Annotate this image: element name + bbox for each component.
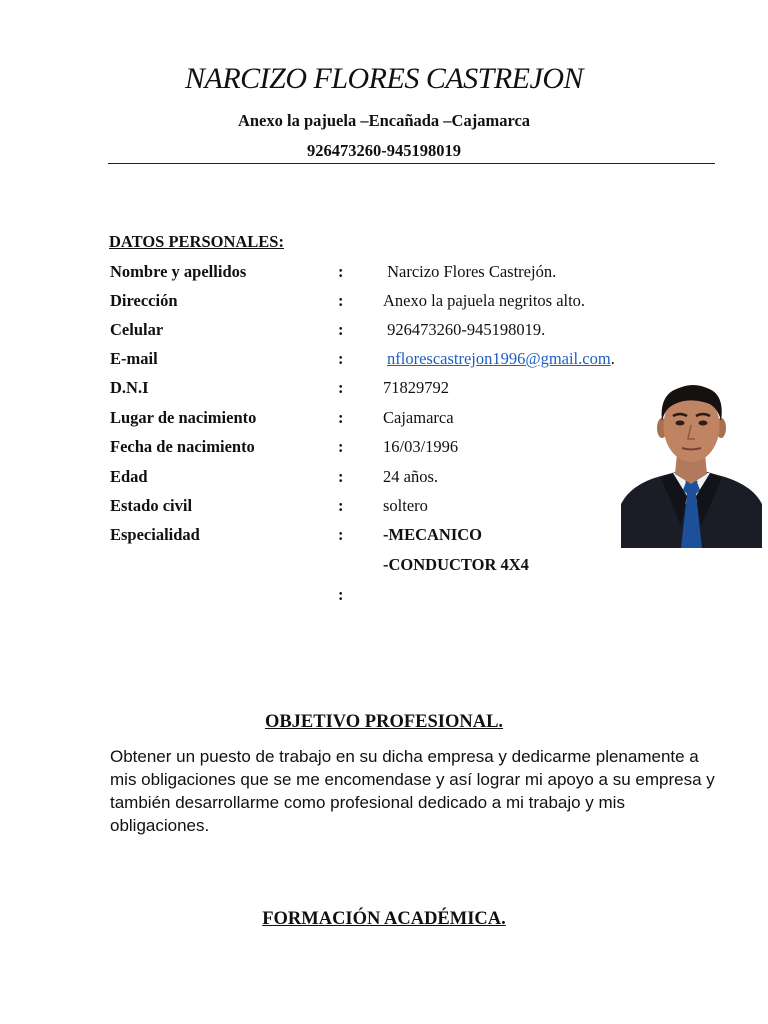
- field-value: -MECANICO: [383, 525, 482, 544]
- header-divider: [108, 163, 715, 164]
- education-title-text: FORMACIÓN ACADÉMICA.: [262, 909, 506, 929]
- email-period: .: [610, 349, 615, 368]
- section-title-education: [0, 909, 768, 930]
- field-label: Especialidad: [110, 525, 200, 544]
- field-colon: :: [338, 378, 344, 397]
- profile-photo-illustration: [621, 376, 762, 548]
- field-value: Anexo la pajuela negritos alto.: [383, 291, 586, 310]
- field-colon: :: [338, 408, 344, 427]
- objective-title-text: OBJETIVO PROFESIONAL.: [264, 712, 504, 732]
- field-colon: :: [338, 320, 344, 339]
- profile-photo: [621, 376, 762, 548]
- field-value: 16/03/1996: [383, 437, 459, 456]
- field-colon: :: [338, 349, 344, 368]
- field-value: soltero: [383, 496, 428, 515]
- field-colon: :: [338, 585, 344, 604]
- field-label: Celular: [110, 320, 164, 339]
- field-colon: :: [338, 437, 344, 456]
- email-link[interactable]: nflorescastrejon1996@gmail.com: [387, 349, 611, 368]
- cv-address: Anexo la pajuela –Encañada –Cajamarca: [237, 111, 531, 130]
- field-colon: :: [338, 525, 344, 544]
- field-colon: :: [338, 291, 344, 310]
- field-label: E-mail: [110, 349, 158, 368]
- field-value: -CONDUCTOR 4X4: [383, 555, 529, 574]
- field-label: D.N.I: [110, 378, 149, 397]
- field-colon: :: [338, 467, 344, 486]
- section-title-objective: [0, 712, 768, 733]
- field-colon: :: [338, 496, 344, 515]
- field-value: 926473260-945198019.: [383, 320, 546, 339]
- field-value: 24 años.: [383, 467, 438, 486]
- field-value: [387, 349, 615, 369]
- field-value: Narcizo Flores Castrejón.: [383, 262, 557, 281]
- field-value: 71829792: [383, 378, 449, 397]
- field-colon: :: [338, 262, 344, 281]
- field-label: Edad: [110, 467, 148, 486]
- section-title-personal: DATOS PERSONALES:: [109, 232, 284, 251]
- field-label: Nombre y apellidos: [110, 262, 247, 281]
- field-label: Lugar de nacimiento: [110, 408, 257, 427]
- field-label: Estado civil: [110, 496, 193, 515]
- objective-paragraph: Obtener un puesto de trabajo en su dicha empresa y dedicarme plenamente a mis obligaciones que se me encomendase y así lograr mi apoyo a su empresa y también desarrollarme como profesional dedicado a mi trabajo y mis obligaciones.: [110, 747, 715, 835]
- field-label: Dirección: [110, 291, 178, 310]
- field-label: Fecha de nacimiento: [110, 437, 255, 456]
- cv-name: NARCIZO FLORES CASTREJON: [185, 62, 583, 95]
- cv-phones: 926473260-945198019: [307, 141, 461, 160]
- field-value: Cajamarca: [383, 408, 454, 427]
